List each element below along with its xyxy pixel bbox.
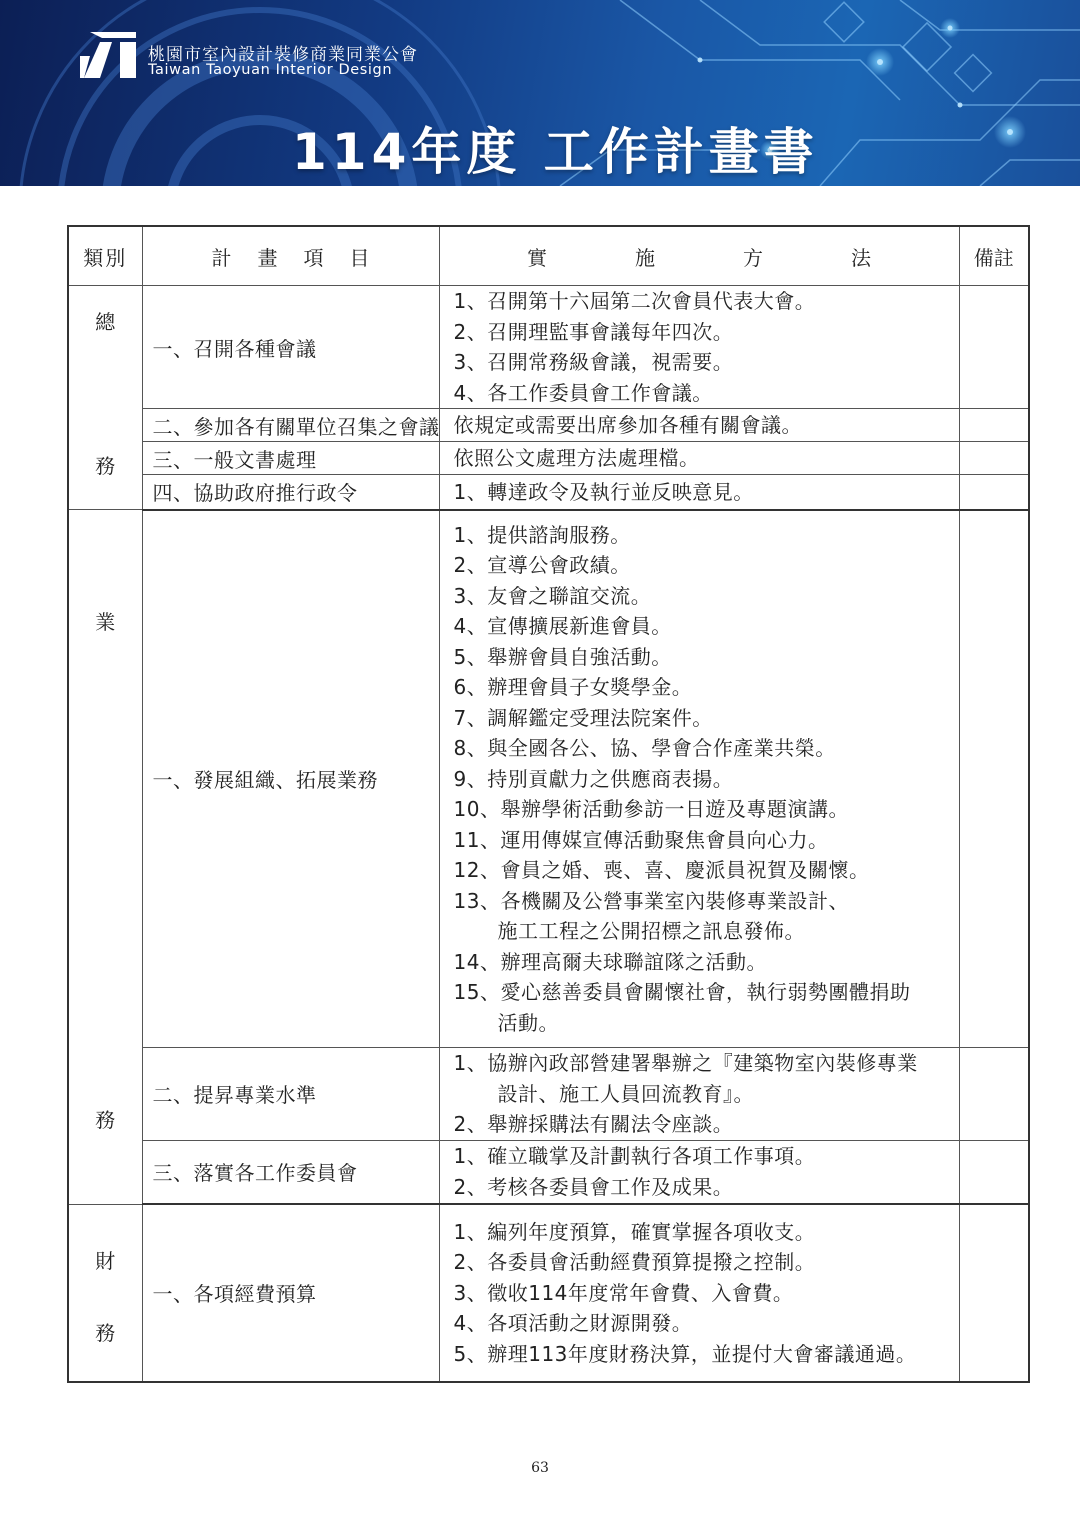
method-line: 依照公文處理方法處理檔。	[453, 445, 700, 470]
plan-item-cell: 一、召開各種會議	[142, 286, 439, 409]
category-char: 務	[95, 1107, 116, 1132]
method-line: 14、辦理高爾夫球聯誼隊之活動。	[453, 949, 767, 974]
method-line: 設計、施工人員回流教育』。	[497, 1081, 754, 1106]
method-cell	[439, 1140, 959, 1204]
table-row	[68, 1204, 1029, 1382]
page-title: 114年度 工作計畫書	[292, 123, 819, 181]
method-line: 活動。	[497, 1010, 559, 1035]
method-line: 1、轉達政令及執行並反映意見。	[453, 479, 754, 504]
method-cell	[439, 409, 959, 442]
method-cell	[439, 286, 959, 409]
method-line: 15、愛心慈善委員會關懷社會，執行弱勢團體捐助	[453, 980, 911, 1004]
method-line: 1、協辦內政部營建署舉辦之『建築物室內裝修專業	[453, 1051, 918, 1075]
method-cell	[439, 1204, 959, 1382]
table-row	[68, 1140, 1029, 1204]
plan-item-cell: 一、發展組織、拓展業務	[142, 510, 439, 1048]
category-char: 業	[95, 609, 116, 634]
remark-cell	[959, 286, 1029, 409]
method-line: 4、各項活動之財源開發。	[453, 1311, 693, 1335]
method-line: 1、召開第十六屆第二次會員代表大會。	[453, 289, 816, 313]
method-line: 2、各委員會活動經費預算提撥之控制。	[453, 1250, 816, 1274]
method-line: 3、友會之聯誼交流。	[453, 583, 652, 608]
method-line: 1、確立職掌及計劃執行各項工作事項。	[453, 1144, 816, 1169]
category-char: 務	[95, 454, 116, 478]
method-line: 1、編列年度預算，確實掌握各項收支。	[453, 1219, 816, 1244]
remark-cell	[959, 1204, 1029, 1382]
table-header-row	[68, 226, 1029, 286]
category-cell	[68, 1204, 142, 1382]
method-line: 4、各工作委員會工作會議。	[453, 380, 713, 405]
category-char: 務	[95, 1320, 116, 1345]
header-item: 計 畫 項 目	[142, 226, 439, 286]
method-line: 4、宣傳擴展新進會員。	[453, 614, 672, 638]
method-line: 1、提供諮詢服務。	[453, 522, 631, 547]
table-row	[68, 286, 1029, 409]
header-method: 實 施 方 法	[439, 226, 959, 286]
method-line: 11、運用傳媒宣傳活動聚焦會員向心力。	[453, 827, 829, 852]
table-row	[68, 1048, 1029, 1141]
method-line: 5、舉辦會員自強活動。	[453, 644, 672, 669]
method-line: 9、持別貢獻力之供應商表揚。	[453, 766, 734, 791]
category-char: 財	[95, 1248, 116, 1273]
org-name-en: Taiwan Taoyuan Interior Design	[148, 62, 393, 78]
method-line: 10、舉辦學術活動參訪一日遊及專題演講。	[453, 797, 849, 821]
method-line: 7、調解鑑定受理法院案件。	[453, 705, 713, 730]
table-row	[68, 409, 1029, 442]
remark-cell	[959, 1048, 1029, 1141]
remark-cell	[959, 442, 1029, 475]
method-cell	[439, 1048, 959, 1141]
header-category: 類別	[68, 226, 142, 286]
work-plan-table	[67, 225, 1030, 1383]
method-line: 依規定或需要出席參加各種有關會議。	[453, 412, 802, 437]
category-cell	[68, 286, 142, 510]
page-number: 63	[531, 1460, 549, 1476]
plan-item-cell: 二、參加各有關單位召集之會議	[142, 409, 439, 442]
plan-item-cell: 三、落實各工作委員會	[142, 1140, 439, 1204]
plan-item-cell: 二、提昇專業水準	[142, 1048, 439, 1141]
header-remark: 備註	[959, 226, 1029, 286]
remark-cell	[959, 510, 1029, 1048]
method-cell	[439, 510, 959, 1048]
remark-cell	[959, 475, 1029, 510]
remark-cell	[959, 1140, 1029, 1204]
method-line: 2、考核各委員會工作及成果。	[453, 1174, 734, 1199]
method-line: 3、徵收114年度常年會費、入會費。	[453, 1280, 794, 1305]
remark-cell	[959, 409, 1029, 442]
association-logo	[80, 32, 136, 78]
category-cell	[68, 510, 142, 1205]
table-row	[68, 475, 1029, 510]
method-line: 6、辦理會員子女獎學金。	[453, 675, 693, 699]
header-banner	[0, 0, 1080, 186]
method-line: 施工工程之公開招標之訊息發佈。	[497, 919, 805, 943]
plan-item-cell: 三、一般文書處理	[142, 442, 439, 475]
method-line: 13、各機關及公營事業室內裝修專業設計、	[453, 888, 849, 913]
method-line: 8、與全國各公、協、學會合作產業共榮。	[453, 736, 836, 760]
method-line: 2、宣導公會政績。	[453, 553, 631, 577]
plan-item-cell: 四、協助政府推行政令	[142, 475, 439, 510]
table-row	[68, 442, 1029, 475]
method-line: 5、辦理113年度財務決算，並提付大會審議通過。	[453, 1341, 917, 1366]
table-row	[68, 510, 1029, 1048]
method-cell	[439, 442, 959, 475]
category-char: 總	[95, 310, 116, 334]
method-line: 2、召開理監事會議每年四次。	[453, 319, 734, 344]
method-line: 3、召開常務級會議，視需要。	[453, 350, 734, 374]
plan-item-cell: 一、各項經費預算	[142, 1204, 439, 1382]
method-line: 12、會員之婚、喪、喜、慶派員祝賀及關懷。	[453, 858, 870, 882]
method-line: 2、舉辦採購法有關法令座談。	[453, 1112, 734, 1136]
method-cell	[439, 475, 959, 510]
org-name-zh: 桃園市室內設計裝修商業同業公會	[148, 45, 418, 65]
